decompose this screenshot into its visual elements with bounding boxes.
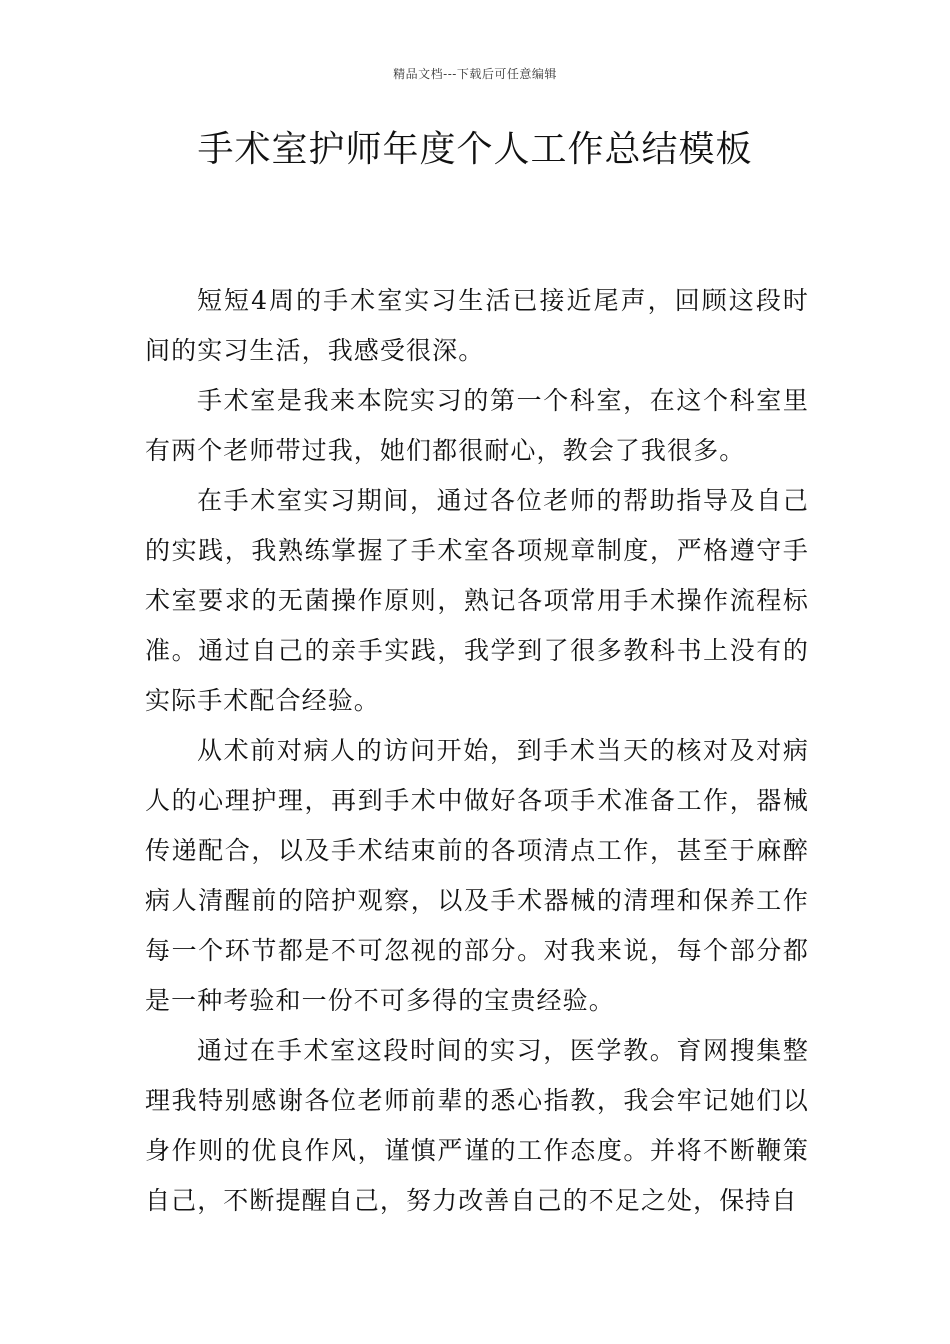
paragraph-3: 在手术室实习期间，通过各位老师的帮助指导及自己的实践，我熟练掌握了手术室各项规章制度，严格遵守手术室要求的无菌操作原则，熟记各项常用手术操作流程标准。通过自己的亲手实践，我学到了很多教科书上没有的实际手术配合经验。 bbox=[145, 486, 809, 715]
paragraph-4: 从术前对病人的访问开始，到手术当天的核对及对病人的心理护理，再到手术中做好各项手术准备工作，器械传递配合，以及手术结束前的各项清点工作，甚至于麻醉病人清醒前的陪护观察，以及手术器械的清理和保养工作每一个环节都是不可忽视的部分。对我来说，每个部分都是一种考验和一份不可多得的宝贵经验。 bbox=[145, 736, 809, 1015]
header-note: 精品文档---下载后可任意编辑 bbox=[393, 67, 557, 81]
paragraph-2: 手术室是我来本院实习的第一个科室，在这个科室里有两个老师带过我，她们都很耐心，教会了我很多。 bbox=[145, 386, 809, 465]
paragraph-5: 通过在手术室这段时间的实习，医学教。育网搜集整理我特别感谢各位老师前辈的悉心指教，我会牢记她们以身作则的优良作风，谨慎严谨的工作态度。并将不断鞭策自己，不断提醒自己，努力改善自己的不足之处，保持自 bbox=[145, 1036, 809, 1215]
paragraph-1: 短短4周的手术室实习生活已接近尾声，回顾这段时间的实习生活，我感受很深。 bbox=[145, 286, 809, 365]
document-title: 手术室护师年度个人工作总结模板 bbox=[197, 129, 753, 170]
document-body bbox=[145, 276, 809, 1226]
